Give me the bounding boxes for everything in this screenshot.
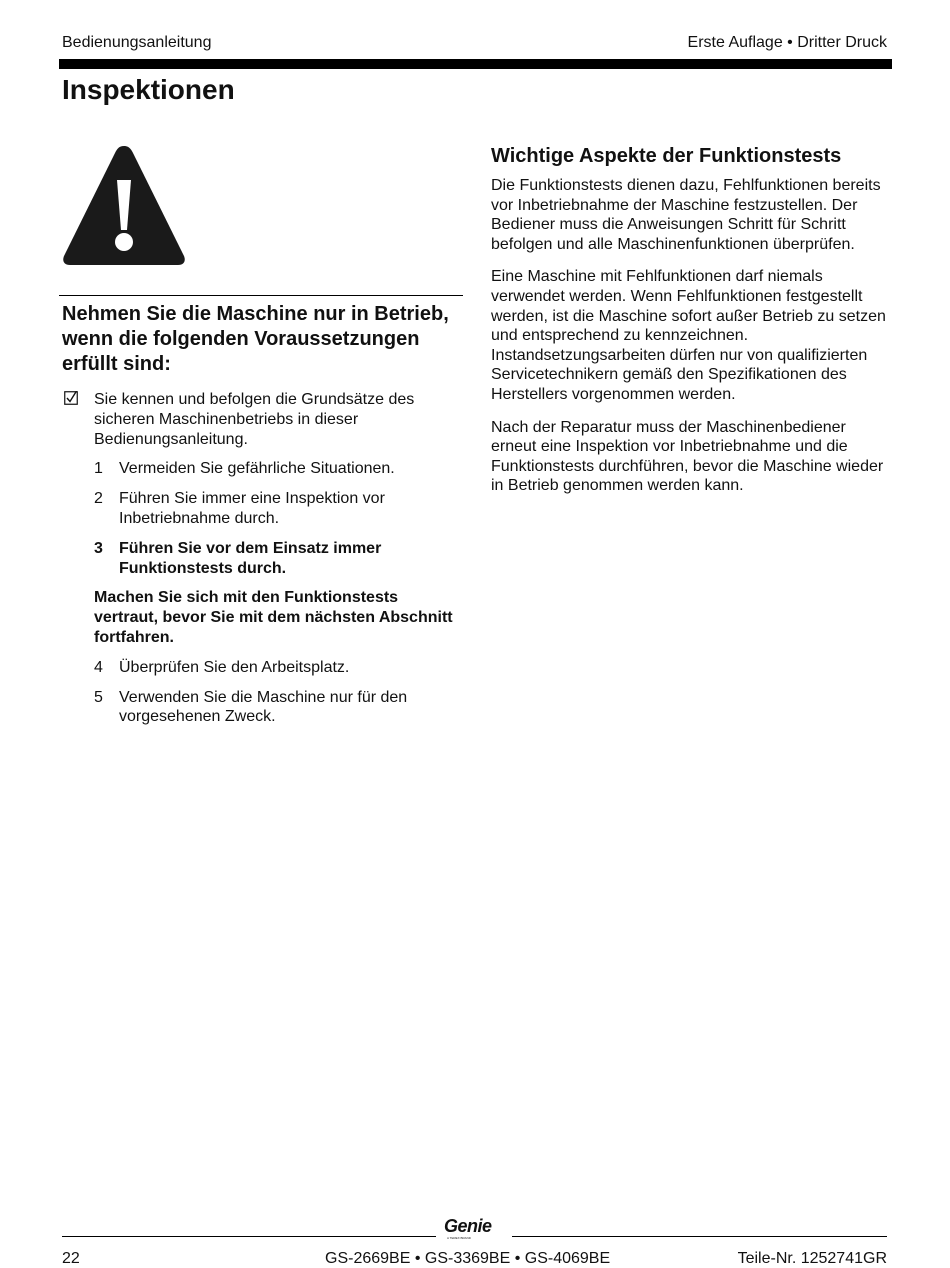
list-item-number: 5: [94, 688, 103, 706]
list-item-text: Verwenden Sie die Maschine nur für den vorgesehenen Zweck.: [119, 688, 408, 726]
list-item: [94, 658, 463, 678]
header-rule: [59, 59, 892, 69]
header-left: Bedienungsanleitung: [62, 34, 212, 51]
paragraph: Eine Maschine mit Fehlfunktionen darf niemals verwendet werden. Wenn Fehlfunktionen festgestellt werden, ist die Maschine sofort außer Betrieb zu setzen und entsprechend zu kennzeichnen. Instandsetzungsarbeiten dürfen nur von qualifizierten Servicetechnikern gemäß den Spezifikationen des Herstellers vorgenommen werden.: [491, 268, 886, 403]
list-item: [94, 459, 463, 479]
list-item: [94, 489, 463, 529]
paragraph: Die Funktionstests dienen dazu, Fehlfunktionen bereits vor Inbetriebnahme der Maschine festzustellen. Der Bediener muss die Anweisungen Schritt für Schritt befolgen und alle Maschinenfunktionen überprüfen.: [491, 177, 881, 253]
function-tests-section: [491, 144, 889, 509]
numbered-list: [94, 459, 463, 727]
list-item-number: 2: [94, 490, 103, 508]
list-item: [94, 539, 463, 579]
genie-logo: Genie: [444, 1216, 492, 1236]
list-item-text: Führen Sie vor dem Einsatz immer Funktionstests durch.: [119, 539, 382, 577]
function-tests-title: Wichtige Aspekte der Funktionstests: [491, 145, 842, 167]
footer-rule-left: [62, 1236, 436, 1237]
warning-triangle-icon: [61, 142, 187, 268]
list-item-number: 1: [94, 460, 103, 478]
footer-rule-right: [512, 1236, 887, 1237]
requirements-section: [59, 295, 463, 737]
list-note: [94, 588, 463, 647]
section-divider: [59, 295, 463, 296]
genie-logo-subtitle: A TEREX BRAND: [447, 1236, 471, 1240]
list-item-text: Überprüfen Sie den Arbeitsplatz.: [119, 658, 350, 676]
page-number: 22: [62, 1250, 80, 1267]
list-item-number: 3: [94, 539, 103, 557]
list-item-text: Vermeiden Sie gefährliche Situationen.: [119, 460, 395, 478]
checkbox-checked-icon: [64, 391, 78, 405]
page-title: Inspektionen: [62, 74, 235, 105]
model-numbers: GS-2669BE • GS-3369BE • GS-4069BE: [325, 1250, 611, 1267]
paragraph: Nach der Reparatur muss der Maschinenbediener erneut eine Inspektion vor Inbetriebnahme und die Funktionstests durchführen, bevor die Maschine wieder in Betrieb genommen werden kann.: [491, 418, 884, 495]
check-list-item: [59, 390, 463, 449]
list-item: [94, 688, 463, 728]
check-item-text: Sie kennen und befolgen die Grundsätze des sicheren Maschinenbetriebs in dieser Bedienungsanleitung.: [94, 391, 415, 448]
requirements-title: Nehmen Sie die Maschine nur in Betrieb, wenn die folgenden Voraussetzungen erfüllt sind:: [62, 303, 449, 375]
list-item-text: Führen Sie immer eine Inspektion vor Inbetriebnahme durch.: [119, 490, 385, 527]
header-right: Erste Auflage • Dritter Druck: [687, 34, 887, 51]
list-item-number: 4: [94, 658, 103, 676]
part-number: Teile-Nr. 1252741GR: [737, 1250, 887, 1267]
note-text: Machen Sie sich mit den Funktionstests vertraut, bevor Sie mit dem nächsten Abschnitt fortfahren.: [94, 589, 453, 646]
